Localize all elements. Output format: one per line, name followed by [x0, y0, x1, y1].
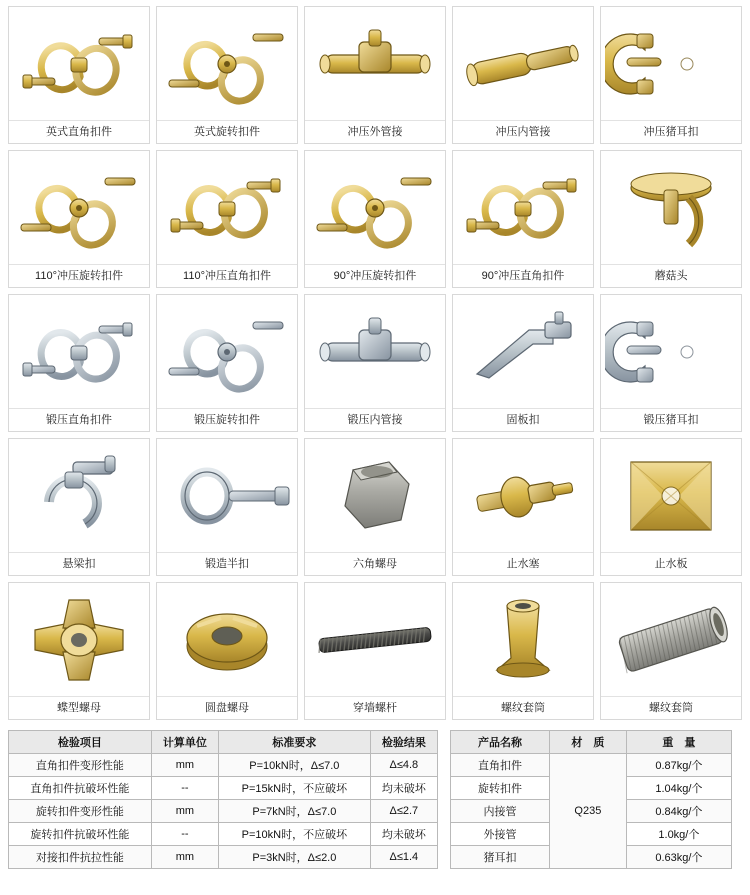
fixed-plate-clamp-image — [453, 295, 593, 408]
spec-table — [450, 730, 732, 869]
pressed-right-angle-90 — [457, 158, 589, 258]
tie-rod-image — [305, 583, 445, 696]
product-caption: 冲压外管接 — [305, 120, 445, 143]
weight-cell: 1.0kg/个 — [626, 823, 731, 846]
product-caption: 英式直角扣件 — [9, 120, 149, 143]
threaded-sleeve-tube-image — [601, 583, 741, 696]
mushroom-head — [605, 158, 737, 258]
fixed-plate-clamp — [457, 302, 589, 402]
product-cell[interactable] — [600, 438, 742, 576]
coupler-right-angle-british-image — [9, 7, 149, 120]
mushroom-head-image — [601, 151, 741, 264]
table-cell: 对接扣件抗拉性能 — [9, 846, 152, 869]
product-cell[interactable] — [600, 582, 742, 720]
forged-half-coupler — [161, 446, 293, 546]
threaded-sleeve-tube — [605, 590, 737, 690]
pressed-inner-joint-image — [453, 7, 593, 120]
product-cell[interactable] — [600, 150, 742, 288]
product-caption: 锻造半扣 — [157, 552, 297, 575]
product-caption: 穿墙螺杆 — [305, 696, 445, 719]
col-material: 材 质 — [549, 731, 626, 754]
product-caption: 蝶型螺母 — [9, 696, 149, 719]
table-cell: -- — [151, 823, 218, 846]
product-cell[interactable] — [304, 582, 446, 720]
product-caption: 螺纹套筒 — [453, 696, 593, 719]
product-cell[interactable] — [600, 294, 742, 432]
table-cell: P=3kN时，Δ≤2.0 — [219, 846, 371, 869]
coupler-right-angle-british — [13, 14, 145, 114]
product-caption: 110°冲压直角扣件 — [157, 264, 297, 287]
product-cell[interactable] — [156, 150, 298, 288]
col-weight: 重 量 — [626, 731, 731, 754]
product-name-cell: 猪耳扣 — [451, 846, 550, 869]
table-cell: mm — [151, 800, 218, 823]
product-cell[interactable] — [156, 438, 298, 576]
pressed-swivel-110-image — [9, 151, 149, 264]
table-row — [9, 800, 438, 823]
col-product-name: 产品名称 — [451, 731, 550, 754]
table-cell: 直角扣件变形性能 — [9, 754, 152, 777]
table-row — [451, 754, 732, 777]
table-cell: Δ≤2.7 — [370, 800, 437, 823]
product-cell[interactable] — [156, 6, 298, 144]
table-cell: P=15kN时，不应破坏 — [219, 777, 371, 800]
forged-swivel-coupler-image — [157, 295, 297, 408]
pressed-swivel-90-image — [305, 151, 445, 264]
table-cell: mm — [151, 754, 218, 777]
cantilever-clamp — [13, 446, 145, 546]
wing-nut-image — [9, 583, 149, 696]
pressed-swivel-110 — [13, 158, 145, 258]
coupler-swivel-british — [161, 14, 293, 114]
forged-right-angle-coupler — [13, 302, 145, 402]
product-name-cell: 直角扣件 — [451, 754, 550, 777]
product-name-cell: 旋转扣件 — [451, 777, 550, 800]
product-caption: 蘑菇头 — [601, 264, 741, 287]
product-cell[interactable] — [600, 6, 742, 144]
weight-cell: 1.04kg/个 — [626, 777, 731, 800]
product-cell[interactable] — [8, 6, 150, 144]
threaded-sleeve-cone — [457, 590, 589, 690]
table-cell: Δ≤4.8 — [370, 754, 437, 777]
product-name-cell: 外接管 — [451, 823, 550, 846]
col-result: 检验结果 — [370, 731, 437, 754]
table-cell: Δ≤1.4 — [370, 846, 437, 869]
product-cell[interactable] — [452, 294, 594, 432]
wing-nut — [13, 590, 145, 690]
cantilever-clamp-image — [9, 439, 149, 552]
product-caption: 90°冲压直角扣件 — [453, 264, 593, 287]
pressed-right-angle-110-image — [157, 151, 297, 264]
inspection-table — [8, 730, 438, 869]
pressed-outer-joint-image — [305, 7, 445, 120]
product-caption: 锻压旋转扣件 — [157, 408, 297, 431]
table-row — [9, 777, 438, 800]
product-cell[interactable] — [156, 294, 298, 432]
coupler-swivel-british-image — [157, 7, 297, 120]
pressed-swivel-90 — [309, 158, 441, 258]
product-cell[interactable] — [8, 294, 150, 432]
product-caption: 英式旋转扣件 — [157, 120, 297, 143]
table-cell: P=10kN时，不应破坏 — [219, 823, 371, 846]
product-cell[interactable] — [156, 582, 298, 720]
pressed-pig-ear-clamp — [605, 14, 737, 114]
table-header-row — [451, 731, 732, 754]
table-cell: 直角扣件抗破坏性能 — [9, 777, 152, 800]
water-stop-plate-image — [601, 439, 741, 552]
product-cell[interactable] — [452, 582, 594, 720]
forged-half-coupler-image — [157, 439, 297, 552]
pressed-inner-joint — [457, 14, 589, 114]
pressed-right-angle-90-image — [453, 151, 593, 264]
table-row — [9, 846, 438, 869]
threaded-sleeve-cone-image — [453, 583, 593, 696]
product-caption: 锻压内管接 — [305, 408, 445, 431]
product-caption: 冲压猪耳扣 — [601, 120, 741, 143]
table-cell: 旋转扣件变形性能 — [9, 800, 152, 823]
hex-nut — [309, 446, 441, 546]
col-unit: 计算单位 — [151, 731, 218, 754]
tie-rod — [309, 590, 441, 690]
table-cell: mm — [151, 846, 218, 869]
water-stop-plug-image — [453, 439, 593, 552]
product-caption: 六角螺母 — [305, 552, 445, 575]
water-stop-plate — [605, 446, 737, 546]
table-cell: 均未破坏 — [370, 777, 437, 800]
water-stop-plug — [457, 446, 589, 546]
table-cell: P=10kN时，Δ≤7.0 — [219, 754, 371, 777]
weight-cell: 0.84kg/个 — [626, 800, 731, 823]
material-cell: Q235 — [549, 754, 626, 869]
product-caption: 止水塞 — [453, 552, 593, 575]
forged-right-angle-coupler-image — [9, 295, 149, 408]
product-caption: 固板扣 — [453, 408, 593, 431]
product-cell[interactable] — [304, 6, 446, 144]
product-caption: 锻压猪耳扣 — [601, 408, 741, 431]
product-cell[interactable] — [8, 438, 150, 576]
product-caption: 锻压直角扣件 — [9, 408, 149, 431]
pressed-outer-joint — [309, 14, 441, 114]
table-cell: P=7kN时，Δ≤7.0 — [219, 800, 371, 823]
product-caption: 螺纹套筒 — [601, 696, 741, 719]
product-caption: 90°冲压旋转扣件 — [305, 264, 445, 287]
forged-inner-joint-image — [305, 295, 445, 408]
product-name-cell: 内接管 — [451, 800, 550, 823]
product-cell[interactable] — [304, 150, 446, 288]
product-cell[interactable] — [452, 150, 594, 288]
product-cell[interactable] — [304, 438, 446, 576]
table-row — [9, 754, 438, 777]
disc-nut-image — [157, 583, 297, 696]
pressed-pig-ear-clamp-image — [601, 7, 741, 120]
spec-tables-area — [8, 730, 742, 869]
product-caption: 冲压内管接 — [453, 120, 593, 143]
forged-pig-ear-clamp-image — [601, 295, 741, 408]
product-cell[interactable] — [304, 294, 446, 432]
product-cell[interactable] — [452, 6, 594, 144]
table-cell: -- — [151, 777, 218, 800]
col-standard: 标准要求 — [219, 731, 371, 754]
product-grid — [8, 6, 742, 720]
forged-inner-joint — [309, 302, 441, 402]
table-header-row — [9, 731, 438, 754]
forged-pig-ear-clamp — [605, 302, 737, 402]
hex-nut-image — [305, 439, 445, 552]
pressed-right-angle-110 — [161, 158, 293, 258]
product-caption: 110°冲压旋转扣件 — [9, 264, 149, 287]
weight-cell: 0.87kg/个 — [626, 754, 731, 777]
table-row — [9, 823, 438, 846]
table-cell: 均未破坏 — [370, 823, 437, 846]
product-caption: 悬梁扣 — [9, 552, 149, 575]
product-caption: 圆盘螺母 — [157, 696, 297, 719]
product-caption: 止水板 — [601, 552, 741, 575]
product-cell[interactable] — [8, 582, 150, 720]
col-item: 检验项目 — [9, 731, 152, 754]
forged-swivel-coupler — [161, 302, 293, 402]
product-cell[interactable] — [8, 150, 150, 288]
disc-nut — [161, 590, 293, 690]
table-cell: 旋转扣件抗破坏性能 — [9, 823, 152, 846]
weight-cell: 0.63kg/个 — [626, 846, 731, 869]
product-cell[interactable] — [452, 438, 594, 576]
